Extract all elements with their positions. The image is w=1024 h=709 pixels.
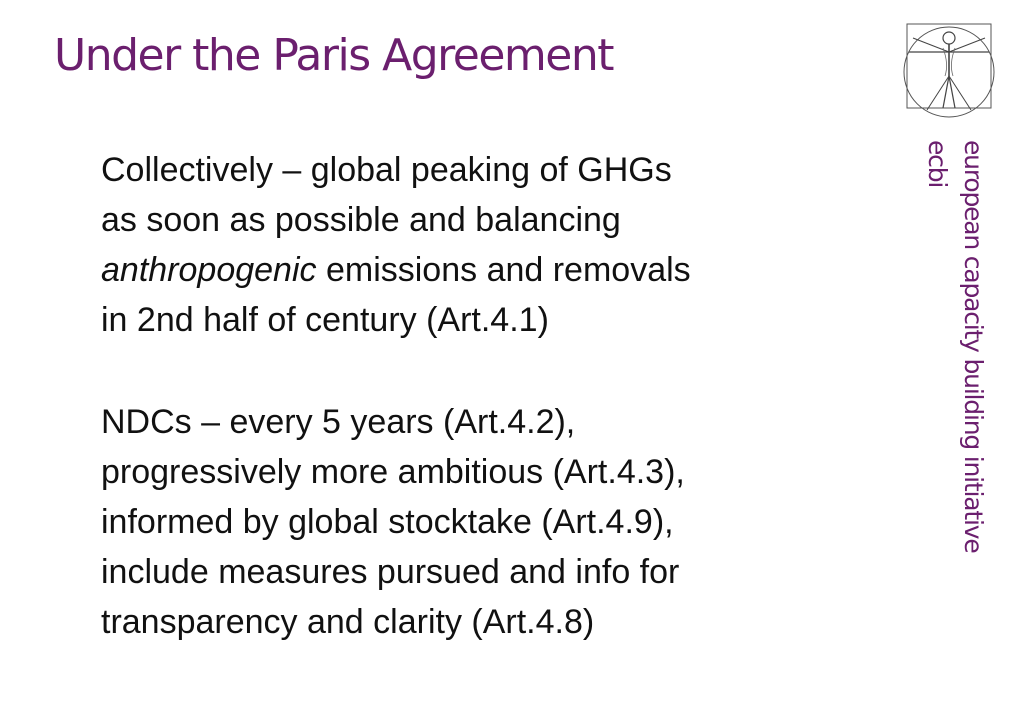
- text-line: in 2nd half of century (Art.4.1): [101, 301, 549, 339]
- org-name: european capacity building initiative: [959, 140, 988, 553]
- text-line: informed by global stocktake (Art.4.9),: [101, 503, 674, 541]
- emphasis-anthropogenic: anthropogenic: [101, 251, 317, 289]
- text-line: transparency and clarity (Art.4.8): [101, 603, 595, 641]
- text-line: as soon as possible and balancing: [101, 201, 621, 239]
- text-fragment: emissions and removals: [316, 251, 691, 289]
- slide-title: Under the Paris Agreement: [54, 30, 613, 81]
- org-acronym: ecbi: [923, 140, 952, 188]
- text-line: [101, 245, 891, 295]
- text-line: NDCs – every 5 years (Art.4.2),: [101, 403, 576, 441]
- text-line: include measures pursued and info for: [101, 553, 680, 591]
- paragraph-collective-goals: [101, 145, 891, 345]
- sidebar-organization: [918, 140, 990, 660]
- vitruvian-man-icon: [899, 20, 999, 120]
- text-line: Collectively – global peaking of GHGs: [101, 151, 672, 189]
- paragraph-ndcs: [101, 397, 891, 647]
- text-line: progressively more ambitious (Art.4.3),: [101, 453, 685, 491]
